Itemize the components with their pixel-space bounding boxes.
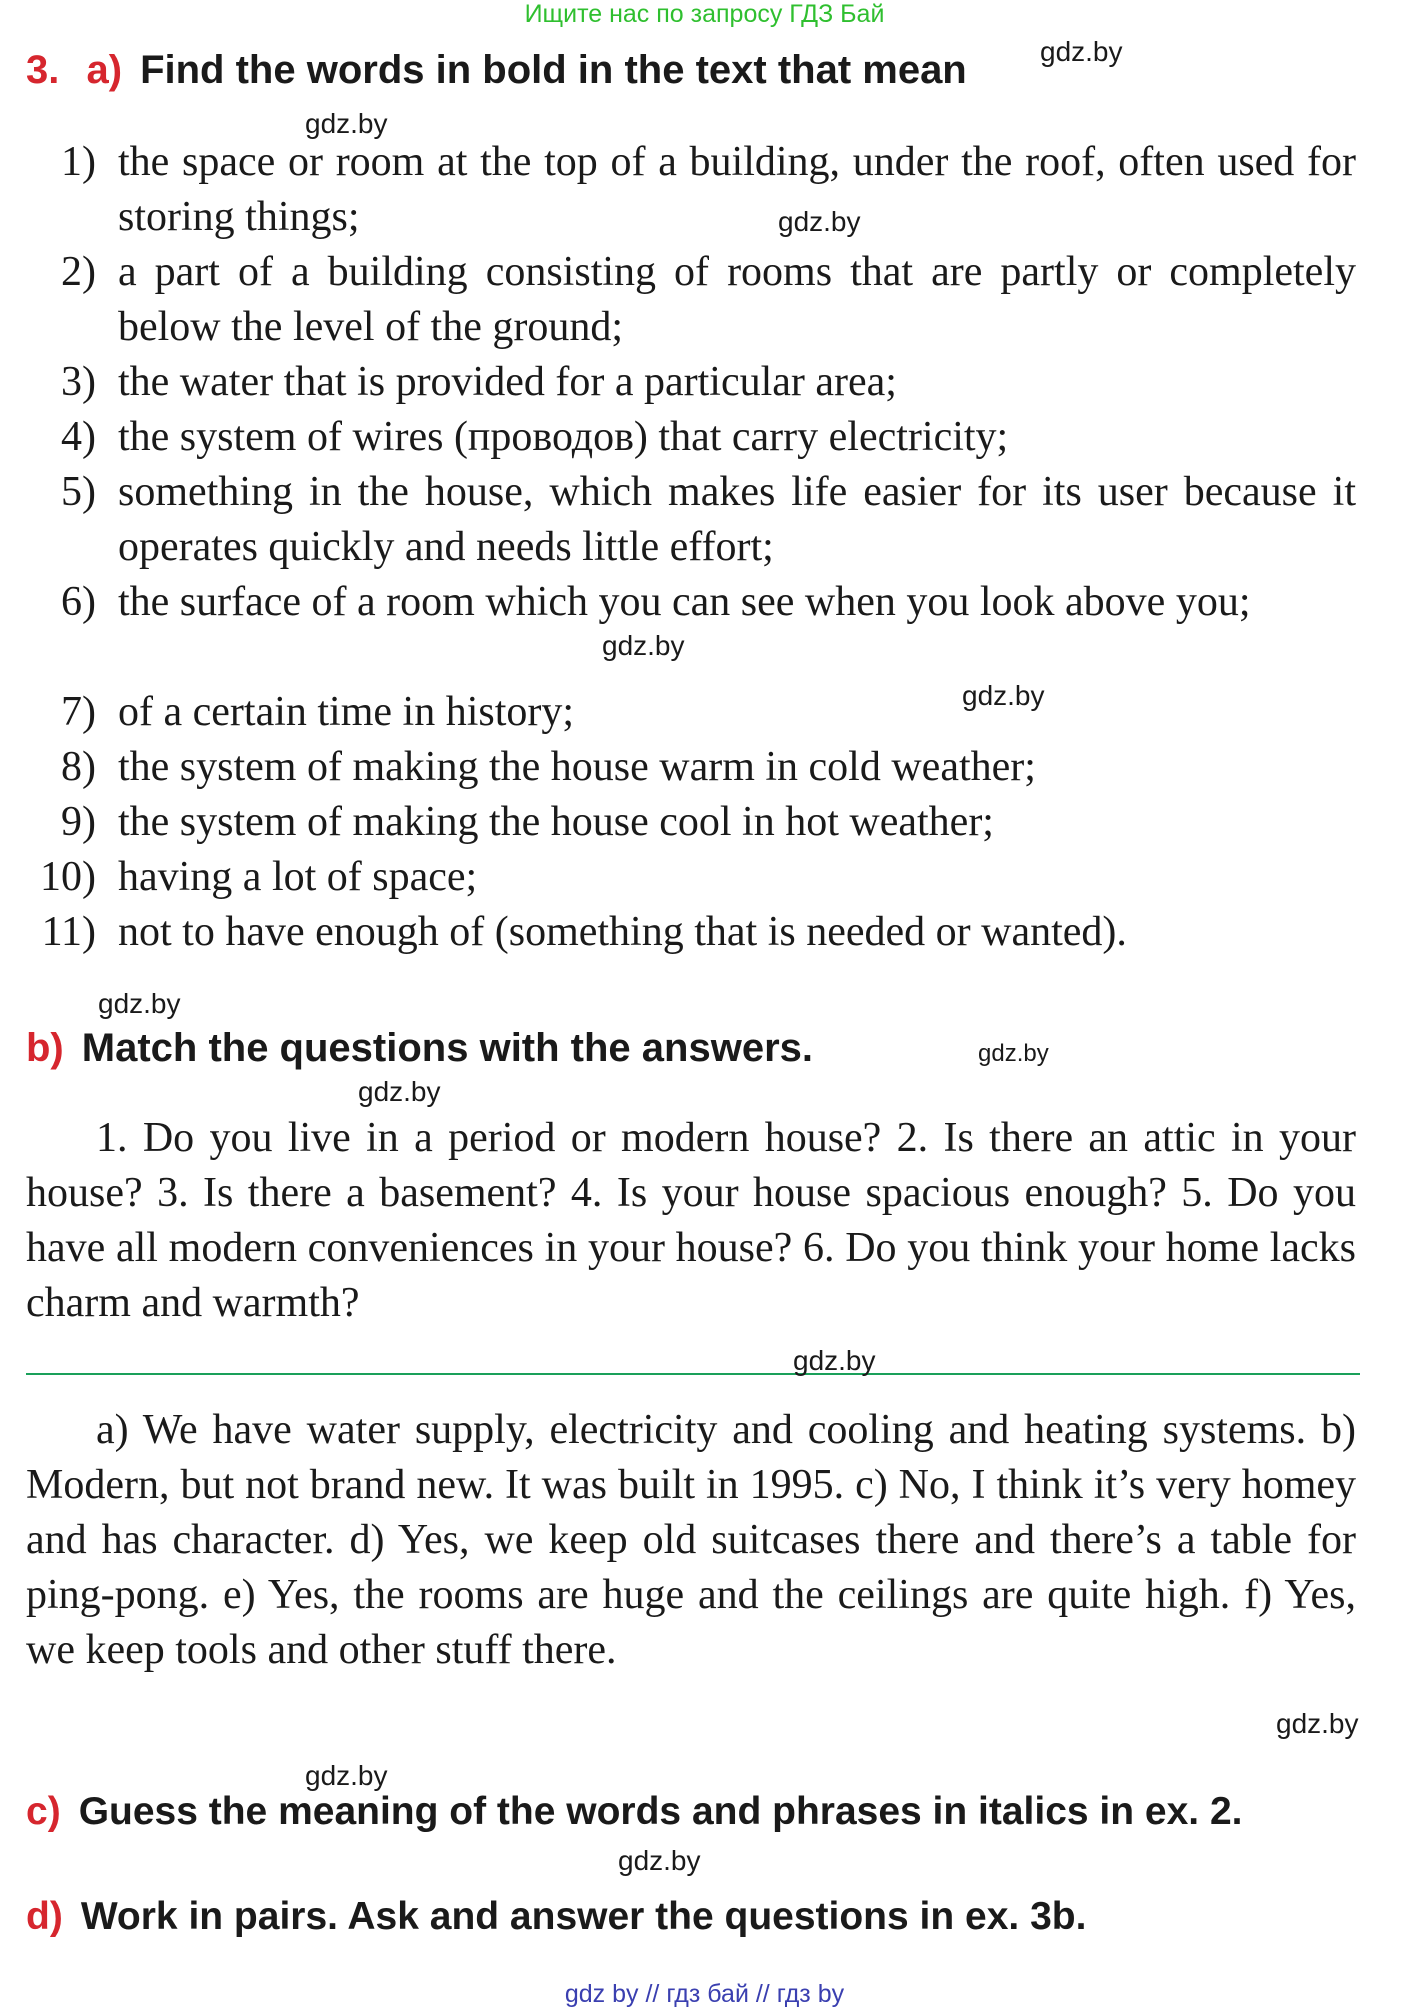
site-watermark: gdz.by: [305, 108, 388, 139]
part-a-instruction: Find the words in bold in the text that mean: [140, 48, 967, 92]
site-watermark: gdz.by: [98, 988, 181, 1019]
site-watermark: gdz.by: [793, 1345, 876, 1376]
part-a-label: a): [86, 48, 123, 92]
definition-item: 1) the space or room at the top of a building, under the roof, often used for storing things;: [61, 139, 1356, 240]
bottom-watermark: gdz by // гдз бай // гдз by: [564, 1980, 845, 2008]
definition-item: 3) the water that is provided for a particular area;: [61, 359, 897, 405]
top-watermark: Ищите нас по запросу ГДЗ Бай: [524, 0, 885, 28]
part-c-heading: [26, 1790, 1243, 1834]
exercise-3a-heading: [26, 48, 967, 93]
part-d-label: d): [26, 1895, 63, 1938]
definition-item: 2) a part of a building consisting of rooms that are partly or completely below the level of the ground;: [61, 249, 1356, 350]
definition-item: 6) the surface of a room which you can see when you look above you;: [61, 579, 1251, 625]
part-b-label: b): [26, 1026, 64, 1070]
part-d-heading: [26, 1895, 1086, 1939]
part-d-instruction: Work in pairs. Ask and answer the questions in ex. 3b.: [80, 1895, 1087, 1938]
site-watermark: gdz.by: [305, 1760, 388, 1791]
site-watermark: gdz.by: [602, 630, 685, 661]
questions-paragraph: 1. Do you live in a period or modern house? 2. Is there an attic in your house? 3. Is there a basement? 4. Is your house spacious enough? 5. Do you have all modern conveniences in your house? 6. Do you think your home lacks charm and warmth?: [26, 1115, 1356, 1326]
definition-item: 10) having a lot of space;: [40, 854, 478, 900]
definition-item: 8) the system of making the house warm in cold weather;: [61, 744, 1036, 790]
exercise-number: 3.: [26, 48, 60, 92]
site-watermark: gdz.by: [1040, 36, 1123, 67]
definition-item: 9) the system of making the house cool in hot weather;: [61, 799, 994, 845]
definition-item: 4) the system of wires (проводов) that carry electricity;: [61, 414, 1009, 460]
site-watermark: gdz.by: [962, 680, 1045, 711]
site-watermark: gdz.by: [1276, 1708, 1359, 1739]
definition-item: 11) not to have enough of (something that is needed or wanted).: [41, 909, 1127, 955]
part-c-label: c): [26, 1790, 61, 1833]
definition-item: 5) something in the house, which makes life easier for its user because it operates quickly and needs little effort;: [61, 469, 1356, 570]
part-b-heading: [26, 1026, 813, 1071]
divider-line: [26, 1373, 1360, 1375]
site-watermark: gdz.by: [778, 206, 861, 237]
part-b-instruction: Match the questions with the answers.: [81, 1026, 813, 1070]
site-watermark: gdz.by: [978, 1040, 1049, 1067]
definition-item: 7) of a certain time in history;: [61, 689, 575, 735]
site-watermark: gdz.by: [358, 1076, 441, 1107]
answers-paragraph: a) We have water supply, electricity and cooling and heating systems. b) Modern, but not brand new. It was built in 1995. c) No, I think it’s very homey and has character. d) Yes, we keep old suitcases there and there’s a table for ping-pong. e) Yes, the rooms are huge and the ceilings are quite high. f) Yes, we keep tools and other stuff there.: [26, 1407, 1356, 1673]
part-c-instruction: Guess the meaning of the words and phrases in italics in ex. 2.: [78, 1790, 1243, 1833]
site-watermark: gdz.by: [618, 1845, 701, 1876]
